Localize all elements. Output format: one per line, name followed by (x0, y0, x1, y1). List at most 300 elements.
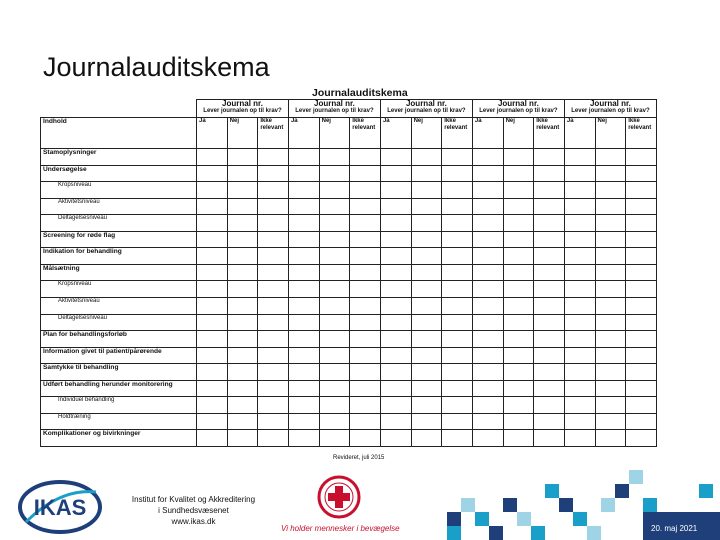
answer-cell[interactable] (380, 331, 411, 348)
answer-cell[interactable] (626, 264, 657, 281)
answer-cell[interactable] (197, 331, 228, 348)
table-row (41, 397, 657, 414)
answer-cell[interactable] (258, 331, 289, 348)
group-header-row (41, 100, 657, 118)
answer-cell[interactable] (380, 297, 411, 314)
answer-cell[interactable] (411, 281, 442, 298)
answer-cell[interactable] (258, 430, 289, 447)
answer-cell[interactable] (227, 430, 258, 447)
journal-group-header (564, 100, 656, 118)
row-label: Holdtræning (41, 413, 197, 430)
answer-cell[interactable] (319, 149, 350, 166)
answer-cell[interactable] (319, 182, 350, 199)
answer-cell[interactable] (350, 198, 381, 215)
answer-cell[interactable] (595, 430, 626, 447)
answer-cell[interactable] (534, 331, 565, 348)
answer-cell[interactable] (258, 347, 289, 364)
table-row (41, 364, 657, 381)
answer-cell[interactable] (380, 264, 411, 281)
answer-cell[interactable] (319, 281, 350, 298)
answer-cell[interactable] (595, 182, 626, 199)
answer-cell[interactable] (626, 331, 657, 348)
answer-cell[interactable] (258, 165, 289, 182)
answer-cell[interactable] (503, 364, 534, 381)
answer-cell[interactable] (227, 149, 258, 166)
answer-cell[interactable] (595, 264, 626, 281)
answer-cell[interactable] (626, 182, 657, 199)
answer-cell[interactable] (595, 281, 626, 298)
answer-cell[interactable] (564, 198, 595, 215)
answer-cell[interactable] (503, 231, 534, 248)
answer-cell[interactable] (197, 347, 228, 364)
answer-cell[interactable] (442, 248, 473, 265)
answer-cell[interactable] (319, 165, 350, 182)
answer-cell[interactable] (227, 165, 258, 182)
answer-cell[interactable] (227, 215, 258, 232)
answer-cell[interactable] (442, 397, 473, 414)
answer-cell[interactable] (288, 364, 319, 381)
answer-cell[interactable] (380, 165, 411, 182)
answer-cell[interactable] (534, 182, 565, 199)
answer-cell[interactable] (288, 165, 319, 182)
answer-cell[interactable] (472, 364, 503, 381)
answer-cell[interactable] (503, 165, 534, 182)
answer-cell[interactable] (258, 364, 289, 381)
answer-cell[interactable] (411, 149, 442, 166)
answer-cell[interactable] (442, 430, 473, 447)
answer-cell[interactable] (472, 297, 503, 314)
journal-group-header (380, 100, 472, 118)
answer-cell[interactable] (350, 364, 381, 381)
org-url[interactable]: www.ikas.dk (171, 517, 216, 526)
answer-cell[interactable] (319, 198, 350, 215)
answer-cell[interactable] (595, 165, 626, 182)
answer-cell[interactable] (534, 380, 565, 397)
answer-cell[interactable] (288, 331, 319, 348)
answer-cell[interactable] (258, 380, 289, 397)
answer-cell[interactable] (503, 430, 534, 447)
answer-cell[interactable] (197, 314, 228, 331)
answer-cell[interactable] (442, 198, 473, 215)
answer-cell[interactable] (503, 264, 534, 281)
answer-cell[interactable] (288, 248, 319, 265)
answer-cell[interactable] (534, 248, 565, 265)
answer-cell[interactable] (503, 347, 534, 364)
answer-cell[interactable] (472, 413, 503, 430)
answer-cell[interactable] (595, 397, 626, 414)
answer-cell[interactable] (350, 314, 381, 331)
answer-cell[interactable] (319, 264, 350, 281)
answer-cell[interactable] (442, 215, 473, 232)
answer-cell[interactable] (197, 380, 228, 397)
answer-cell[interactable] (319, 231, 350, 248)
answer-cell[interactable] (197, 281, 228, 298)
answer-cell[interactable] (626, 430, 657, 447)
answer-cell[interactable] (350, 297, 381, 314)
answer-cell[interactable] (227, 331, 258, 348)
answer-cell[interactable] (411, 430, 442, 447)
answer-cell[interactable] (595, 198, 626, 215)
answer-cell[interactable] (319, 364, 350, 381)
answer-cell[interactable] (227, 314, 258, 331)
answer-cell[interactable] (564, 430, 595, 447)
answer-cell[interactable] (197, 215, 228, 232)
answer-cell[interactable] (564, 314, 595, 331)
answer-header: Ikke relevant (626, 118, 657, 149)
answer-cell[interactable] (350, 347, 381, 364)
answer-cell[interactable] (595, 331, 626, 348)
answer-cell[interactable] (227, 281, 258, 298)
answer-cell[interactable] (258, 215, 289, 232)
answer-cell[interactable] (258, 413, 289, 430)
answer-cell[interactable] (472, 347, 503, 364)
answer-header: Ikke relevant (258, 118, 289, 149)
answer-cell[interactable] (227, 248, 258, 265)
answer-cell[interactable] (564, 380, 595, 397)
answer-cell[interactable] (442, 297, 473, 314)
answer-cell[interactable] (626, 215, 657, 232)
answer-cell[interactable] (258, 248, 289, 265)
answer-cell[interactable] (411, 347, 442, 364)
answer-cell[interactable] (626, 413, 657, 430)
answer-cell[interactable] (564, 149, 595, 166)
tagline: Vi holder mennesker i bevægelse (281, 524, 400, 533)
answer-cell[interactable] (472, 215, 503, 232)
answer-cell[interactable] (288, 380, 319, 397)
answer-cell[interactable] (534, 347, 565, 364)
answer-cell[interactable] (411, 215, 442, 232)
answer-cell[interactable] (197, 297, 228, 314)
answer-cell[interactable] (411, 264, 442, 281)
answer-cell[interactable] (534, 297, 565, 314)
answer-cell[interactable] (626, 347, 657, 364)
answer-cell[interactable] (472, 397, 503, 414)
answer-cell[interactable] (534, 165, 565, 182)
answer-cell[interactable] (288, 281, 319, 298)
answer-cell[interactable] (380, 182, 411, 199)
answer-cell[interactable] (534, 264, 565, 281)
answer-cell[interactable] (472, 281, 503, 298)
answer-cell[interactable] (472, 149, 503, 166)
answer-cell[interactable] (197, 182, 228, 199)
answer-cell[interactable] (319, 297, 350, 314)
answer-cell[interactable] (564, 364, 595, 381)
answer-cell[interactable] (319, 380, 350, 397)
answer-cell[interactable] (411, 314, 442, 331)
answer-cell[interactable] (595, 364, 626, 381)
answer-cell[interactable] (626, 297, 657, 314)
answer-cell[interactable] (626, 198, 657, 215)
answer-cell[interactable] (380, 413, 411, 430)
answer-cell[interactable] (288, 231, 319, 248)
journal-nr-label: Journal nr. (314, 99, 355, 108)
answer-cell[interactable] (288, 430, 319, 447)
table-row (41, 413, 657, 430)
answer-cell[interactable] (411, 231, 442, 248)
answer-cell[interactable] (564, 182, 595, 199)
answer-cell[interactable] (564, 397, 595, 414)
answer-cell[interactable] (564, 248, 595, 265)
answer-cell[interactable] (380, 314, 411, 331)
answer-cell[interactable] (442, 281, 473, 298)
form-title: Journalauditskema (312, 87, 408, 99)
answer-cell[interactable] (472, 314, 503, 331)
answer-cell[interactable] (319, 215, 350, 232)
answer-cell[interactable] (595, 231, 626, 248)
answer-cell[interactable] (197, 231, 228, 248)
answer-cell[interactable] (319, 397, 350, 414)
answer-cell[interactable] (258, 264, 289, 281)
answer-cell[interactable] (319, 248, 350, 265)
answer-cell[interactable] (472, 430, 503, 447)
answer-cell[interactable] (503, 380, 534, 397)
answer-cell[interactable] (595, 413, 626, 430)
answer-cell[interactable] (472, 380, 503, 397)
answer-cell[interactable] (319, 331, 350, 348)
answer-cell[interactable] (197, 149, 228, 166)
answer-header: Nej (595, 118, 626, 149)
answer-cell[interactable] (380, 364, 411, 381)
answer-cell[interactable] (380, 248, 411, 265)
answer-cell[interactable] (197, 248, 228, 265)
answer-cell[interactable] (534, 430, 565, 447)
answer-cell[interactable] (503, 149, 534, 166)
answer-cell[interactable] (380, 397, 411, 414)
answer-cell[interactable] (197, 364, 228, 381)
answer-header: Ja (380, 118, 411, 149)
answer-cell[interactable] (227, 364, 258, 381)
answer-cell[interactable] (288, 413, 319, 430)
answer-cell[interactable] (564, 347, 595, 364)
answer-cell[interactable] (411, 182, 442, 199)
answer-cell[interactable] (411, 413, 442, 430)
table-row (41, 331, 657, 348)
answer-cell[interactable] (442, 182, 473, 199)
answer-cell[interactable] (350, 397, 381, 414)
answer-cell[interactable] (197, 397, 228, 414)
revised-note: Revideret, juli 2015 (333, 455, 385, 461)
answer-cell[interactable] (227, 413, 258, 430)
answer-cell[interactable] (380, 347, 411, 364)
answer-cell[interactable] (258, 397, 289, 414)
answer-cell[interactable] (442, 264, 473, 281)
table-row (41, 264, 657, 281)
answer-cell[interactable] (595, 149, 626, 166)
answer-cell[interactable] (626, 281, 657, 298)
answer-cell[interactable] (350, 430, 381, 447)
answer-cell[interactable] (411, 297, 442, 314)
answer-cell[interactable] (564, 413, 595, 430)
answer-cell[interactable] (288, 347, 319, 364)
answer-cell[interactable] (319, 314, 350, 331)
answer-cell[interactable] (227, 231, 258, 248)
answer-cell[interactable] (380, 198, 411, 215)
answer-cell[interactable] (442, 347, 473, 364)
answer-cell[interactable] (258, 198, 289, 215)
answer-cell[interactable] (411, 397, 442, 414)
answer-cell[interactable] (227, 198, 258, 215)
answer-cell[interactable] (197, 198, 228, 215)
answer-cell[interactable] (350, 182, 381, 199)
answer-cell[interactable] (411, 380, 442, 397)
answer-cell[interactable] (442, 149, 473, 166)
answer-cell[interactable] (258, 281, 289, 298)
answer-cell[interactable] (503, 198, 534, 215)
answer-cell[interactable] (197, 264, 228, 281)
answer-cell[interactable] (503, 182, 534, 199)
answer-cell[interactable] (319, 413, 350, 430)
answer-cell[interactable] (595, 297, 626, 314)
answer-cell[interactable] (227, 380, 258, 397)
answer-cell[interactable] (503, 413, 534, 430)
answer-cell[interactable] (227, 347, 258, 364)
answer-cell[interactable] (197, 165, 228, 182)
answer-cell[interactable] (288, 314, 319, 331)
answer-cell[interactable] (411, 364, 442, 381)
answer-cell[interactable] (319, 347, 350, 364)
answer-cell[interactable] (472, 182, 503, 199)
answer-cell[interactable] (227, 297, 258, 314)
answer-cell[interactable] (411, 198, 442, 215)
answer-cell[interactable] (258, 314, 289, 331)
answer-cell[interactable] (288, 264, 319, 281)
answer-cell[interactable] (472, 264, 503, 281)
answer-cell[interactable] (626, 165, 657, 182)
answer-cell[interactable] (534, 413, 565, 430)
answer-cell[interactable] (626, 231, 657, 248)
row-label: Information givet til patient/pårørende (41, 347, 197, 364)
answer-cell[interactable] (319, 430, 350, 447)
answer-cell[interactable] (564, 231, 595, 248)
answer-cell[interactable] (197, 413, 228, 430)
answer-cell[interactable] (258, 182, 289, 199)
answer-cell[interactable] (595, 248, 626, 265)
answer-cell[interactable] (534, 149, 565, 166)
answer-cell[interactable] (380, 380, 411, 397)
answer-cell[interactable] (411, 165, 442, 182)
answer-cell[interactable] (564, 297, 595, 314)
answer-cell[interactable] (258, 149, 289, 166)
answer-cell[interactable] (350, 149, 381, 166)
answer-cell[interactable] (288, 149, 319, 166)
answer-cell[interactable] (380, 215, 411, 232)
answer-cell[interactable] (626, 149, 657, 166)
answer-cell[interactable] (534, 198, 565, 215)
answer-cell[interactable] (564, 215, 595, 232)
answer-cell[interactable] (411, 248, 442, 265)
answer-cell[interactable] (503, 331, 534, 348)
answer-cell[interactable] (503, 314, 534, 331)
answer-cell[interactable] (442, 314, 473, 331)
answer-cell[interactable] (350, 380, 381, 397)
answer-cell[interactable] (503, 397, 534, 414)
answer-cell[interactable] (534, 281, 565, 298)
answer-cell[interactable] (288, 198, 319, 215)
table-row (41, 314, 657, 331)
answer-cell[interactable] (288, 215, 319, 232)
answer-cell[interactable] (350, 281, 381, 298)
answer-cell[interactable] (595, 215, 626, 232)
table-row (41, 347, 657, 364)
header-blank-cell (41, 100, 197, 118)
row-label: Indhold (41, 118, 197, 149)
answer-cell[interactable] (350, 331, 381, 348)
answer-cell[interactable] (595, 314, 626, 331)
answer-cell[interactable] (595, 347, 626, 364)
row-label: Kropsniveau (41, 182, 197, 199)
answer-cell[interactable] (534, 215, 565, 232)
answer-cell[interactable] (626, 397, 657, 414)
answer-cell[interactable] (564, 331, 595, 348)
row-label: Indikation for behandling (41, 248, 197, 265)
answer-cell[interactable] (503, 215, 534, 232)
answer-header: Ja (472, 118, 503, 149)
answer-cell[interactable] (380, 231, 411, 248)
answer-cell[interactable] (380, 430, 411, 447)
answer-cell[interactable] (197, 430, 228, 447)
answer-cell[interactable] (564, 281, 595, 298)
answer-cell[interactable] (442, 413, 473, 430)
answer-cell[interactable] (380, 149, 411, 166)
answer-cell[interactable] (534, 231, 565, 248)
answer-cell[interactable] (472, 248, 503, 265)
answer-cell[interactable] (503, 281, 534, 298)
answer-cell[interactable] (564, 165, 595, 182)
answer-cell[interactable] (411, 331, 442, 348)
answer-cell[interactable] (350, 165, 381, 182)
answer-cell[interactable] (503, 248, 534, 265)
answer-cell[interactable] (442, 165, 473, 182)
answer-cell[interactable] (350, 215, 381, 232)
answer-cell[interactable] (472, 231, 503, 248)
answer-cell[interactable] (503, 297, 534, 314)
answer-cell[interactable] (626, 364, 657, 381)
answer-cell[interactable] (626, 380, 657, 397)
answer-cell[interactable] (442, 364, 473, 381)
answer-cell[interactable] (380, 281, 411, 298)
answer-cell[interactable] (350, 231, 381, 248)
answer-cell[interactable] (227, 397, 258, 414)
answer-cell[interactable] (350, 413, 381, 430)
answer-cell[interactable] (534, 397, 565, 414)
answer-cell[interactable] (288, 182, 319, 199)
table-row (41, 231, 657, 248)
answer-cell[interactable] (288, 297, 319, 314)
answer-cell[interactable] (564, 264, 595, 281)
answer-cell[interactable] (534, 364, 565, 381)
answer-cell[interactable] (626, 314, 657, 331)
answer-cell[interactable] (442, 231, 473, 248)
answer-cell[interactable] (442, 380, 473, 397)
answer-cell[interactable] (288, 397, 319, 414)
answer-cell[interactable] (258, 231, 289, 248)
answer-cell[interactable] (442, 331, 473, 348)
ikas-logo-text: IKAS (33, 495, 87, 520)
answer-cell[interactable] (595, 380, 626, 397)
answer-cell[interactable] (227, 182, 258, 199)
table-row (41, 380, 657, 397)
answer-cell[interactable] (534, 314, 565, 331)
answer-cell[interactable] (472, 165, 503, 182)
answer-cell[interactable] (227, 264, 258, 281)
answer-cell[interactable] (626, 248, 657, 265)
row-label: Målsætning (41, 264, 197, 281)
answer-cell[interactable] (472, 198, 503, 215)
answer-cell[interactable] (258, 297, 289, 314)
answer-cell[interactable] (472, 331, 503, 348)
answer-cell[interactable] (350, 248, 381, 265)
answer-cell[interactable] (350, 264, 381, 281)
